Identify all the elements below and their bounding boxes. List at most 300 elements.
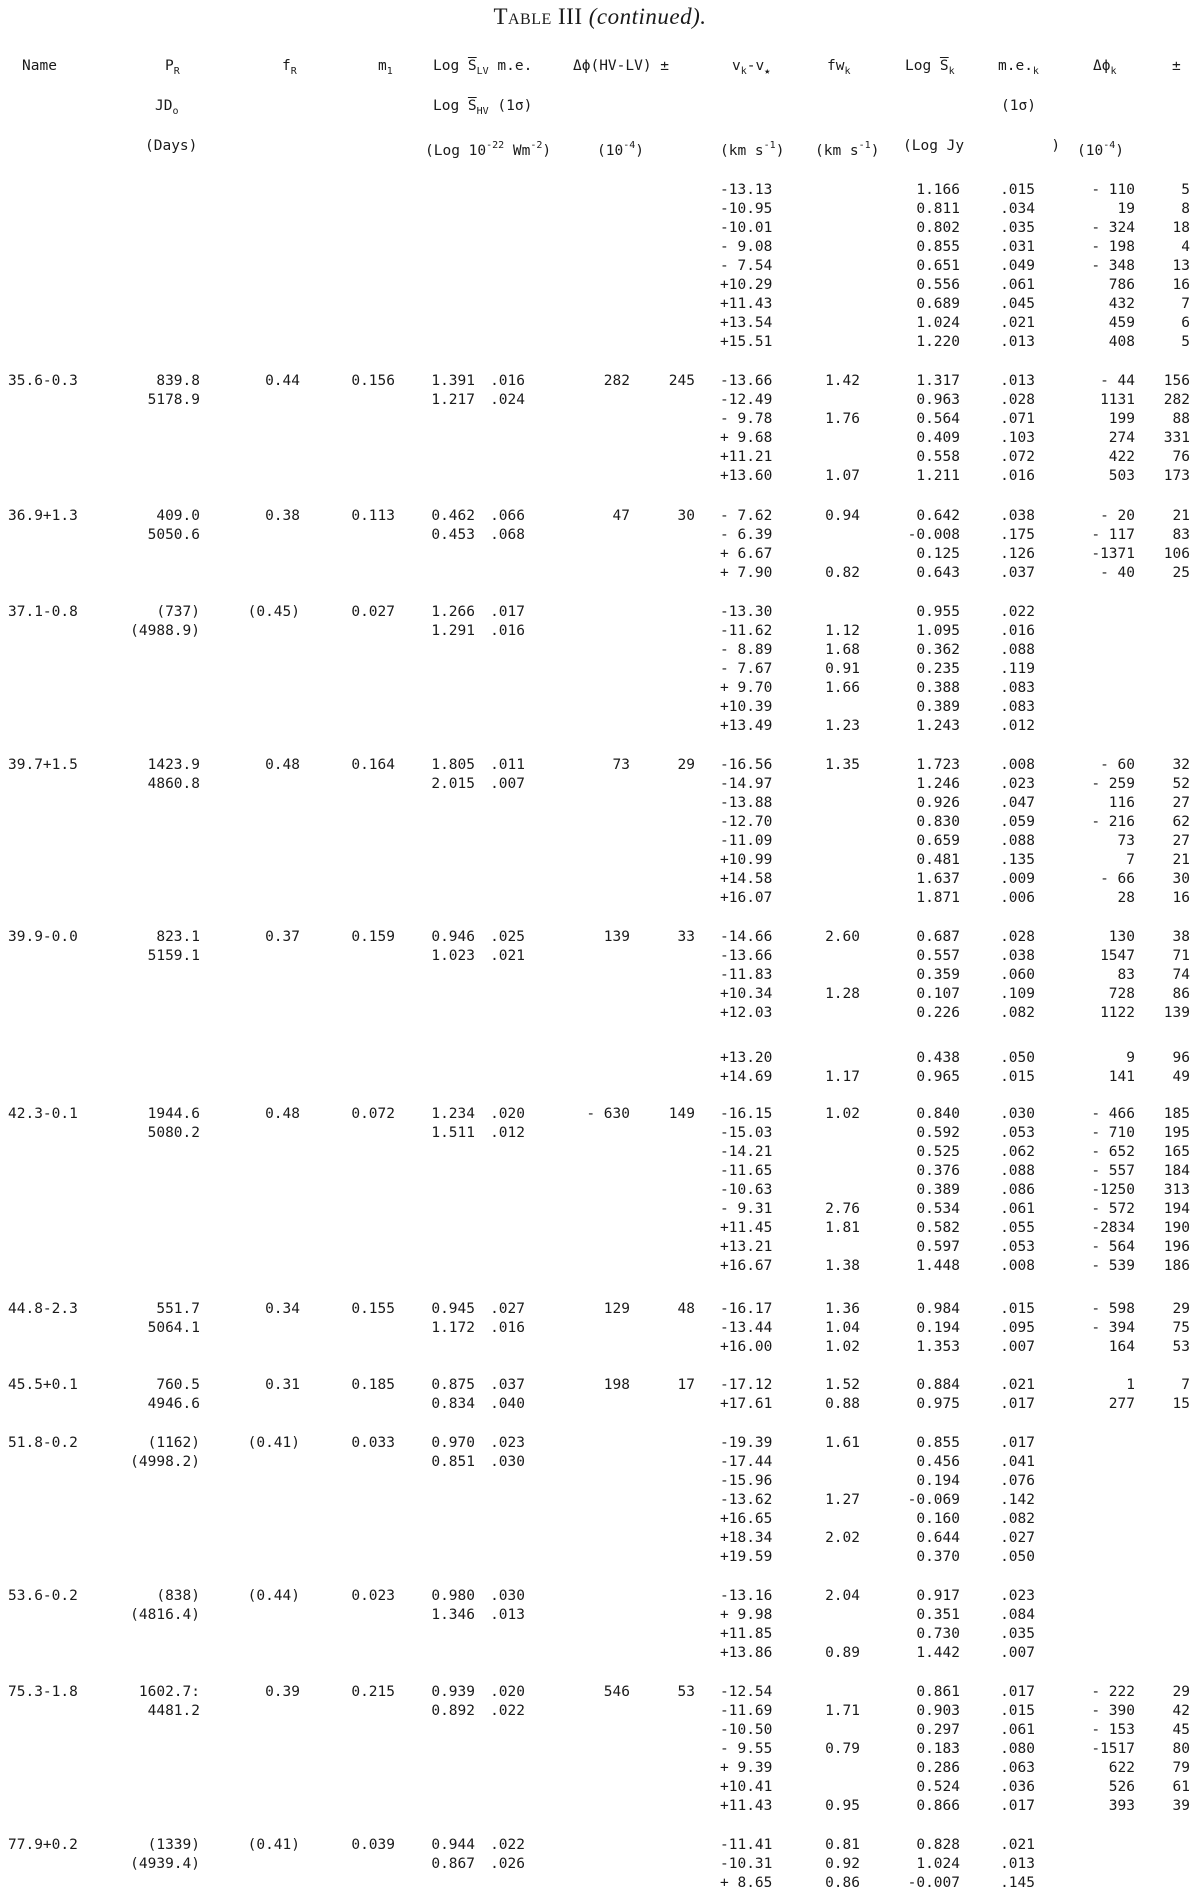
cell-m1: 0.027 — [351, 604, 395, 620]
cell-name: 39.9-0.0 — [8, 929, 78, 945]
cell-mek: .013 — [1000, 1856, 1035, 1872]
cell-velocity: - 9.78 — [720, 411, 773, 427]
cell-mek: .038 — [1000, 948, 1035, 964]
cell-velocity: -13.30 — [720, 604, 773, 620]
cell-mek: .050 — [1000, 1050, 1035, 1066]
cell-velocity: +11.45 — [720, 1220, 773, 1236]
cell-period: 1602.7: — [138, 1684, 200, 1700]
header-dphik: $\Delta\phi_k$ — [1093, 58, 1117, 77]
cell-dphik-err: 5 — [1181, 334, 1190, 350]
cell-log-s: 1.172 — [431, 1320, 475, 1336]
cell-dphik-err: 196 — [1163, 1239, 1190, 1255]
cell-dphik: 7 — [1126, 852, 1135, 868]
cell-dphik-err: 6 — [1181, 315, 1190, 331]
cell-velocity: -13.44 — [720, 1320, 773, 1336]
cell-mek: .021 — [1000, 315, 1035, 331]
cell-velocity: +18.34 — [720, 1530, 773, 1546]
cell-log-sk: 0.651 — [916, 258, 960, 274]
cell-log-s: 1.391 — [431, 373, 475, 389]
cell-dphi: 139 — [603, 929, 630, 945]
cell-log-sk: -0.007 — [907, 1875, 960, 1891]
cell-mek: .021 — [1000, 1377, 1035, 1393]
cell-fw: 0.94 — [825, 508, 860, 524]
cell-log-sk: -0.069 — [907, 1492, 960, 1508]
cell-log-s: 1.511 — [431, 1125, 475, 1141]
cell-dphik: - 44 — [1100, 373, 1135, 389]
cell-dphik: -1250 — [1091, 1182, 1135, 1198]
cell-dphik-err: 74 — [1172, 967, 1190, 983]
cell-dphik: - 40 — [1100, 565, 1135, 581]
cell-mek: .088 — [1000, 833, 1035, 849]
cell-fw: 0.89 — [825, 1645, 860, 1661]
cell-mek: .028 — [1000, 392, 1035, 408]
cell-mek: .028 — [1000, 929, 1035, 945]
cell-dphi-err: 245 — [668, 373, 695, 389]
cell-log-sk: 0.525 — [916, 1144, 960, 1160]
cell-dphik-err: 8 — [1181, 201, 1190, 217]
cell-log-sk: 0.855 — [916, 239, 960, 255]
cell-log-s: 1.346 — [431, 1607, 475, 1623]
cell-log-s: 0.453 — [431, 527, 475, 543]
cell-log-sk: 1.166 — [916, 182, 960, 198]
cell-dphik: 1122 — [1100, 1005, 1135, 1021]
header-jd: $JD_o$ — [155, 98, 179, 117]
cell-log-sk: 1.211 — [916, 468, 960, 484]
cell-mek: .086 — [1000, 1182, 1035, 1198]
cell-dphik-err: 4 — [1181, 239, 1190, 255]
cell-fw: 1.28 — [825, 986, 860, 1002]
cell-dphik: 393 — [1108, 1798, 1135, 1814]
cell-fw: 1.76 — [825, 411, 860, 427]
cell-velocity: -10.95 — [720, 201, 773, 217]
cell-period: 5064.1 — [147, 1320, 200, 1336]
cell-velocity: - 7.62 — [720, 508, 773, 524]
cell-period: 551.7 — [156, 1301, 200, 1317]
cell-dphik: - 324 — [1091, 220, 1135, 236]
cell-log-s: 0.944 — [431, 1837, 475, 1853]
cell-m1: 0.215 — [351, 1684, 395, 1700]
cell-dphik-err: 39 — [1172, 1798, 1190, 1814]
cell-velocity: -13.66 — [720, 948, 773, 964]
cell-me: .020 — [490, 1684, 525, 1700]
cell-dphik: 503 — [1108, 468, 1135, 484]
header-fw: $fw_k$ — [827, 58, 851, 77]
cell-dphi: 73 — [612, 757, 630, 773]
cell-log-s: 0.939 — [431, 1684, 475, 1700]
cell-log-sk: 0.125 — [916, 546, 960, 562]
cell-velocity: +19.59 — [720, 1549, 773, 1565]
cell-log-s: 1.805 — [431, 757, 475, 773]
cell-mek: .009 — [1000, 871, 1035, 887]
cell-velocity: -19.39 — [720, 1435, 773, 1451]
cell-mek: .135 — [1000, 852, 1035, 868]
cell-fw: 1.36 — [825, 1301, 860, 1317]
cell-dphik: 1547 — [1100, 948, 1135, 964]
cell-dphi: 546 — [603, 1684, 630, 1700]
cell-velocity: -17.12 — [720, 1377, 773, 1393]
cell-m1: 0.185 — [351, 1377, 395, 1393]
cell-period: 839.8 — [156, 373, 200, 389]
cell-log-s: 1.266 — [431, 604, 475, 620]
cell-mek: .008 — [1000, 757, 1035, 773]
header-unit-dphi: $(10^{-4})$ — [597, 140, 644, 159]
cell-velocity: - 6.39 — [720, 527, 773, 543]
cell-velocity: -10.63 — [720, 1182, 773, 1198]
cell-me: .030 — [490, 1588, 525, 1604]
cell-dphik: - 198 — [1091, 239, 1135, 255]
cell-mek: .080 — [1000, 1741, 1035, 1757]
cell-me: .066 — [490, 508, 525, 524]
cell-velocity: - 8.89 — [720, 642, 773, 658]
cell-dphik-err: 195 — [1163, 1125, 1190, 1141]
cell-dphik: - 117 — [1091, 527, 1135, 543]
cell-mek: .027 — [1000, 1530, 1035, 1546]
cell-dphik-err: 25 — [1172, 565, 1190, 581]
cell-velocity: +16.07 — [720, 890, 773, 906]
cell-velocity: +11.21 — [720, 449, 773, 465]
cell-log-sk: 0.456 — [916, 1454, 960, 1470]
cell-log-sk: 0.564 — [916, 411, 960, 427]
cell-mek: .142 — [1000, 1492, 1035, 1508]
cell-velocity: +10.34 — [720, 986, 773, 1002]
cell-dphik: 1131 — [1100, 392, 1135, 408]
cell-velocity: -10.31 — [720, 1856, 773, 1872]
cell-velocity: +11.85 — [720, 1626, 773, 1642]
cell-fr: (0.45) — [247, 604, 300, 620]
cell-log-sk: 1.871 — [916, 890, 960, 906]
cell-dphi-err: 53 — [677, 1684, 695, 1700]
cell-velocity: -13.16 — [720, 1588, 773, 1604]
cell-name: 37.1-0.8 — [8, 604, 78, 620]
cell-dphik: 141 — [1108, 1069, 1135, 1085]
cell-period: 1944.6 — [147, 1106, 200, 1122]
header-fr: $f_R$ — [282, 58, 297, 77]
cell-dphi: 282 — [603, 373, 630, 389]
cell-log-s: 1.023 — [431, 948, 475, 964]
cell-log-sk: 0.194 — [916, 1320, 960, 1336]
cell-dphik-err: 27 — [1172, 833, 1190, 849]
cell-m1: 0.159 — [351, 929, 395, 945]
cell-period: (4939.4) — [130, 1856, 200, 1872]
cell-period: 5178.9 — [147, 392, 200, 408]
cell-fw: 0.79 — [825, 1741, 860, 1757]
cell-dphik-err: 165 — [1163, 1144, 1190, 1160]
cell-mek: .017 — [1000, 1684, 1035, 1700]
cell-log-sk: 1.723 — [916, 757, 960, 773]
cell-log-sk: 0.388 — [916, 680, 960, 696]
cell-dphik: 422 — [1108, 449, 1135, 465]
cell-name: 36.9+1.3 — [8, 508, 78, 524]
cell-fw: 0.88 — [825, 1396, 860, 1412]
cell-log-sk: 0.955 — [916, 604, 960, 620]
cell-me: .024 — [490, 392, 525, 408]
header-log-shv: Log $\overline{S}_{HV}$ (1σ) — [433, 98, 533, 117]
cell-dphik: - 348 — [1091, 258, 1135, 274]
cell-dphik: - 572 — [1091, 1201, 1135, 1217]
cell-period: (1339) — [147, 1837, 200, 1853]
cell-m1: 0.023 — [351, 1588, 395, 1604]
cell-velocity: -11.09 — [720, 833, 773, 849]
cell-dphik: - 652 — [1091, 1144, 1135, 1160]
cell-dphik: 432 — [1108, 296, 1135, 312]
cell-me: .020 — [490, 1106, 525, 1122]
cell-mek: .059 — [1000, 814, 1035, 830]
cell-period: 4481.2 — [147, 1703, 200, 1719]
cell-log-s: 1.234 — [431, 1106, 475, 1122]
cell-period: 5050.6 — [147, 527, 200, 543]
cell-me: .011 — [490, 757, 525, 773]
cell-velocity: +14.58 — [720, 871, 773, 887]
cell-fw: 0.81 — [825, 1837, 860, 1853]
cell-mek: .037 — [1000, 565, 1035, 581]
cell-log-sk: 1.442 — [916, 1645, 960, 1661]
cell-me: .022 — [490, 1703, 525, 1719]
cell-velocity: -14.66 — [720, 929, 773, 945]
cell-velocity: -13.62 — [720, 1492, 773, 1508]
cell-mek: .062 — [1000, 1144, 1035, 1160]
header-pm: ± — [1172, 58, 1181, 74]
cell-dphik-err: 29 — [1172, 1301, 1190, 1317]
cell-me: .030 — [490, 1454, 525, 1470]
cell-dphik-err: 42 — [1172, 1703, 1190, 1719]
cell-mek: .109 — [1000, 986, 1035, 1002]
cell-velocity: + 9.98 — [720, 1607, 773, 1623]
cell-velocity: +13.20 — [720, 1050, 773, 1066]
cell-velocity: - 9.31 — [720, 1201, 773, 1217]
cell-dphik: 164 — [1108, 1339, 1135, 1355]
cell-mek: .030 — [1000, 1106, 1035, 1122]
cell-log-sk: 0.438 — [916, 1050, 960, 1066]
cell-dphik-err: 88 — [1172, 411, 1190, 427]
cell-fw: 0.91 — [825, 661, 860, 677]
cell-dphik: 277 — [1108, 1396, 1135, 1412]
cell-log-sk: 0.558 — [916, 449, 960, 465]
cell-dphik: -1371 — [1091, 546, 1135, 562]
cell-me: .040 — [490, 1396, 525, 1412]
cell-log-sk: 1.220 — [916, 334, 960, 350]
cell-period: 4946.6 — [147, 1396, 200, 1412]
cell-dphik-err: 186 — [1163, 1258, 1190, 1274]
cell-mek: .013 — [1000, 334, 1035, 350]
cell-fr: (0.41) — [247, 1837, 300, 1853]
cell-log-sk: 0.409 — [916, 430, 960, 446]
cell-fw: 1.17 — [825, 1069, 860, 1085]
cell-log-sk: 1.317 — [916, 373, 960, 389]
cell-dphi-err: 48 — [677, 1301, 695, 1317]
header-name: Name — [22, 58, 57, 74]
cell-fw: 1.12 — [825, 623, 860, 639]
cell-log-sk: 0.389 — [916, 1182, 960, 1198]
cell-dphik: 274 — [1108, 430, 1135, 446]
cell-dphik: 73 — [1117, 833, 1135, 849]
cell-mek: .063 — [1000, 1760, 1035, 1776]
cell-log-s: 1.217 — [431, 392, 475, 408]
cell-velocity: -12.70 — [720, 814, 773, 830]
cell-m1: 0.033 — [351, 1435, 395, 1451]
cell-velocity: +10.41 — [720, 1779, 773, 1795]
cell-velocity: -12.54 — [720, 1684, 773, 1700]
cell-name: 53.6-0.2 — [8, 1588, 78, 1604]
cell-dphik: - 110 — [1091, 182, 1135, 198]
cell-me: .026 — [490, 1856, 525, 1872]
cell-velocity: + 6.67 — [720, 546, 773, 562]
cell-dphik: 408 — [1108, 334, 1135, 350]
cell-dphik: 19 — [1117, 201, 1135, 217]
cell-log-s: 0.875 — [431, 1377, 475, 1393]
cell-dphik: 28 — [1117, 890, 1135, 906]
cell-dphi: 129 — [603, 1301, 630, 1317]
cell-velocity: + 9.68 — [720, 430, 773, 446]
cell-log-sk: 0.861 — [916, 1684, 960, 1700]
cell-velocity: +15.51 — [720, 334, 773, 350]
cell-dphik-err: 80 — [1172, 1741, 1190, 1757]
cell-dphik: - 153 — [1091, 1722, 1135, 1738]
cell-dphik-err: 5 — [1181, 182, 1190, 198]
cell-dphik-err: 190 — [1163, 1220, 1190, 1236]
cell-mek: .023 — [1000, 776, 1035, 792]
cell-log-sk: 0.903 — [916, 1703, 960, 1719]
cell-mek: .049 — [1000, 258, 1035, 274]
cell-mek: .016 — [1000, 468, 1035, 484]
cell-fw: 1.02 — [825, 1339, 860, 1355]
cell-dphik-err: 282 — [1163, 392, 1190, 408]
cell-velocity: -15.96 — [720, 1473, 773, 1489]
cell-dphik-err: 15 — [1172, 1396, 1190, 1412]
cell-fw: 1.07 — [825, 468, 860, 484]
cell-mek: .007 — [1000, 1339, 1035, 1355]
cell-name: 45.5+0.1 — [8, 1377, 78, 1393]
cell-log-sk: 0.297 — [916, 1722, 960, 1738]
cell-mek: .017 — [1000, 1435, 1035, 1451]
cell-dphik: - 539 — [1091, 1258, 1135, 1274]
cell-velocity: - 7.54 — [720, 258, 773, 274]
cell-velocity: -12.49 — [720, 392, 773, 408]
cell-dphik-err: 185 — [1163, 1106, 1190, 1122]
cell-mek: .082 — [1000, 1005, 1035, 1021]
cell-velocity: -11.83 — [720, 967, 773, 983]
cell-log-s: 0.970 — [431, 1435, 475, 1451]
cell-fw: 1.27 — [825, 1492, 860, 1508]
cell-fw: 1.35 — [825, 757, 860, 773]
header-dphi: Δϕ(HV-LV) ± — [573, 58, 670, 74]
cell-dphik: 728 — [1108, 986, 1135, 1002]
cell-m1: 0.072 — [351, 1106, 395, 1122]
cell-log-sk: 0.917 — [916, 1588, 960, 1604]
cell-log-sk: 0.592 — [916, 1125, 960, 1141]
cell-log-sk: 0.534 — [916, 1201, 960, 1217]
cell-dphik-err: 75 — [1172, 1320, 1190, 1336]
cell-velocity: +10.39 — [720, 699, 773, 715]
cell-fw: 0.82 — [825, 565, 860, 581]
cell-velocity: +10.99 — [720, 852, 773, 868]
cell-dphik: 130 — [1108, 929, 1135, 945]
cell-mek: .041 — [1000, 1454, 1035, 1470]
cell-fw: 1.68 — [825, 642, 860, 658]
header-m1: $m_1$ — [378, 58, 393, 77]
cell-period: 760.5 — [156, 1377, 200, 1393]
cell-dphik: 9 — [1126, 1050, 1135, 1066]
cell-log-sk: 0.351 — [916, 1607, 960, 1623]
cell-dphik-err: 32 — [1172, 757, 1190, 773]
cell-dphik-err: 139 — [1163, 1005, 1190, 1021]
cell-mek: .034 — [1000, 201, 1035, 217]
cell-dphik-err: 331 — [1163, 430, 1190, 446]
cell-log-sk: 0.840 — [916, 1106, 960, 1122]
cell-dphik: - 394 — [1091, 1320, 1135, 1336]
cell-period: (4988.9) — [130, 623, 200, 639]
cell-name: 42.3-0.1 — [8, 1106, 78, 1122]
cell-velocity: +17.61 — [720, 1396, 773, 1412]
cell-mek: .088 — [1000, 642, 1035, 658]
cell-mek: .088 — [1000, 1163, 1035, 1179]
table-title — [0, 4, 1200, 30]
cell-mek: .013 — [1000, 373, 1035, 389]
cell-log-s: 2.015 — [431, 776, 475, 792]
cell-mek: .031 — [1000, 239, 1035, 255]
cell-mek: .126 — [1000, 546, 1035, 562]
cell-mek: .053 — [1000, 1239, 1035, 1255]
cell-dphik: 1 — [1126, 1377, 1135, 1393]
cell-dphik-err: 21 — [1172, 508, 1190, 524]
cell-dphik-err: 62 — [1172, 814, 1190, 830]
cell-fw: 1.02 — [825, 1106, 860, 1122]
cell-dphik-err: 194 — [1163, 1201, 1190, 1217]
cell-fw: 2.76 — [825, 1201, 860, 1217]
cell-fr: 0.34 — [265, 1301, 300, 1317]
cell-name: 77.9+0.2 — [8, 1837, 78, 1853]
cell-log-sk: -0.008 — [907, 527, 960, 543]
cell-fr: (0.41) — [247, 1435, 300, 1451]
cell-mek: .015 — [1000, 1301, 1035, 1317]
cell-dphik: - 20 — [1100, 508, 1135, 524]
cell-period: 5080.2 — [147, 1125, 200, 1141]
cell-dphik: - 259 — [1091, 776, 1135, 792]
cell-log-sk: 0.194 — [916, 1473, 960, 1489]
cell-dphik-err: 16 — [1172, 890, 1190, 906]
cell-velocity: -17.44 — [720, 1454, 773, 1470]
cell-me: .025 — [490, 929, 525, 945]
cell-dphik: -1517 — [1091, 1741, 1135, 1757]
cell-log-sk: 0.644 — [916, 1530, 960, 1546]
cell-me: .007 — [490, 776, 525, 792]
cell-log-sk: 0.643 — [916, 565, 960, 581]
cell-mek: .083 — [1000, 680, 1035, 696]
cell-me: .012 — [490, 1125, 525, 1141]
cell-fw: 1.52 — [825, 1377, 860, 1393]
cell-fw: 1.38 — [825, 1258, 860, 1274]
header-unit-dphik: $(10^{-4})$ — [1077, 140, 1124, 159]
cell-name: 39.7+1.5 — [8, 757, 78, 773]
cell-dphik: - 66 — [1100, 871, 1135, 887]
cell-mek: .023 — [1000, 1588, 1035, 1604]
cell-me: .016 — [490, 373, 525, 389]
cell-dphi: 198 — [603, 1377, 630, 1393]
cell-log-sk: 0.687 — [916, 929, 960, 945]
cell-log-sk: 0.183 — [916, 1741, 960, 1757]
cell-dphik-err: 7 — [1181, 1377, 1190, 1393]
header-log-slv: Log $\overline{S}_{LV}$ m.e. — [433, 58, 533, 77]
cell-velocity: -16.17 — [720, 1301, 773, 1317]
cell-dphik-err: 21 — [1172, 852, 1190, 868]
cell-dphik-err: 96 — [1172, 1050, 1190, 1066]
cell-dphi-err: 149 — [668, 1106, 695, 1122]
cell-m1: 0.164 — [351, 757, 395, 773]
cell-log-sk: 1.246 — [916, 776, 960, 792]
cell-name: 51.8-0.2 — [8, 1435, 78, 1451]
cell-log-sk: 1.448 — [916, 1258, 960, 1274]
cell-dphik: - 466 — [1091, 1106, 1135, 1122]
cell-dphik-err: 83 — [1172, 527, 1190, 543]
